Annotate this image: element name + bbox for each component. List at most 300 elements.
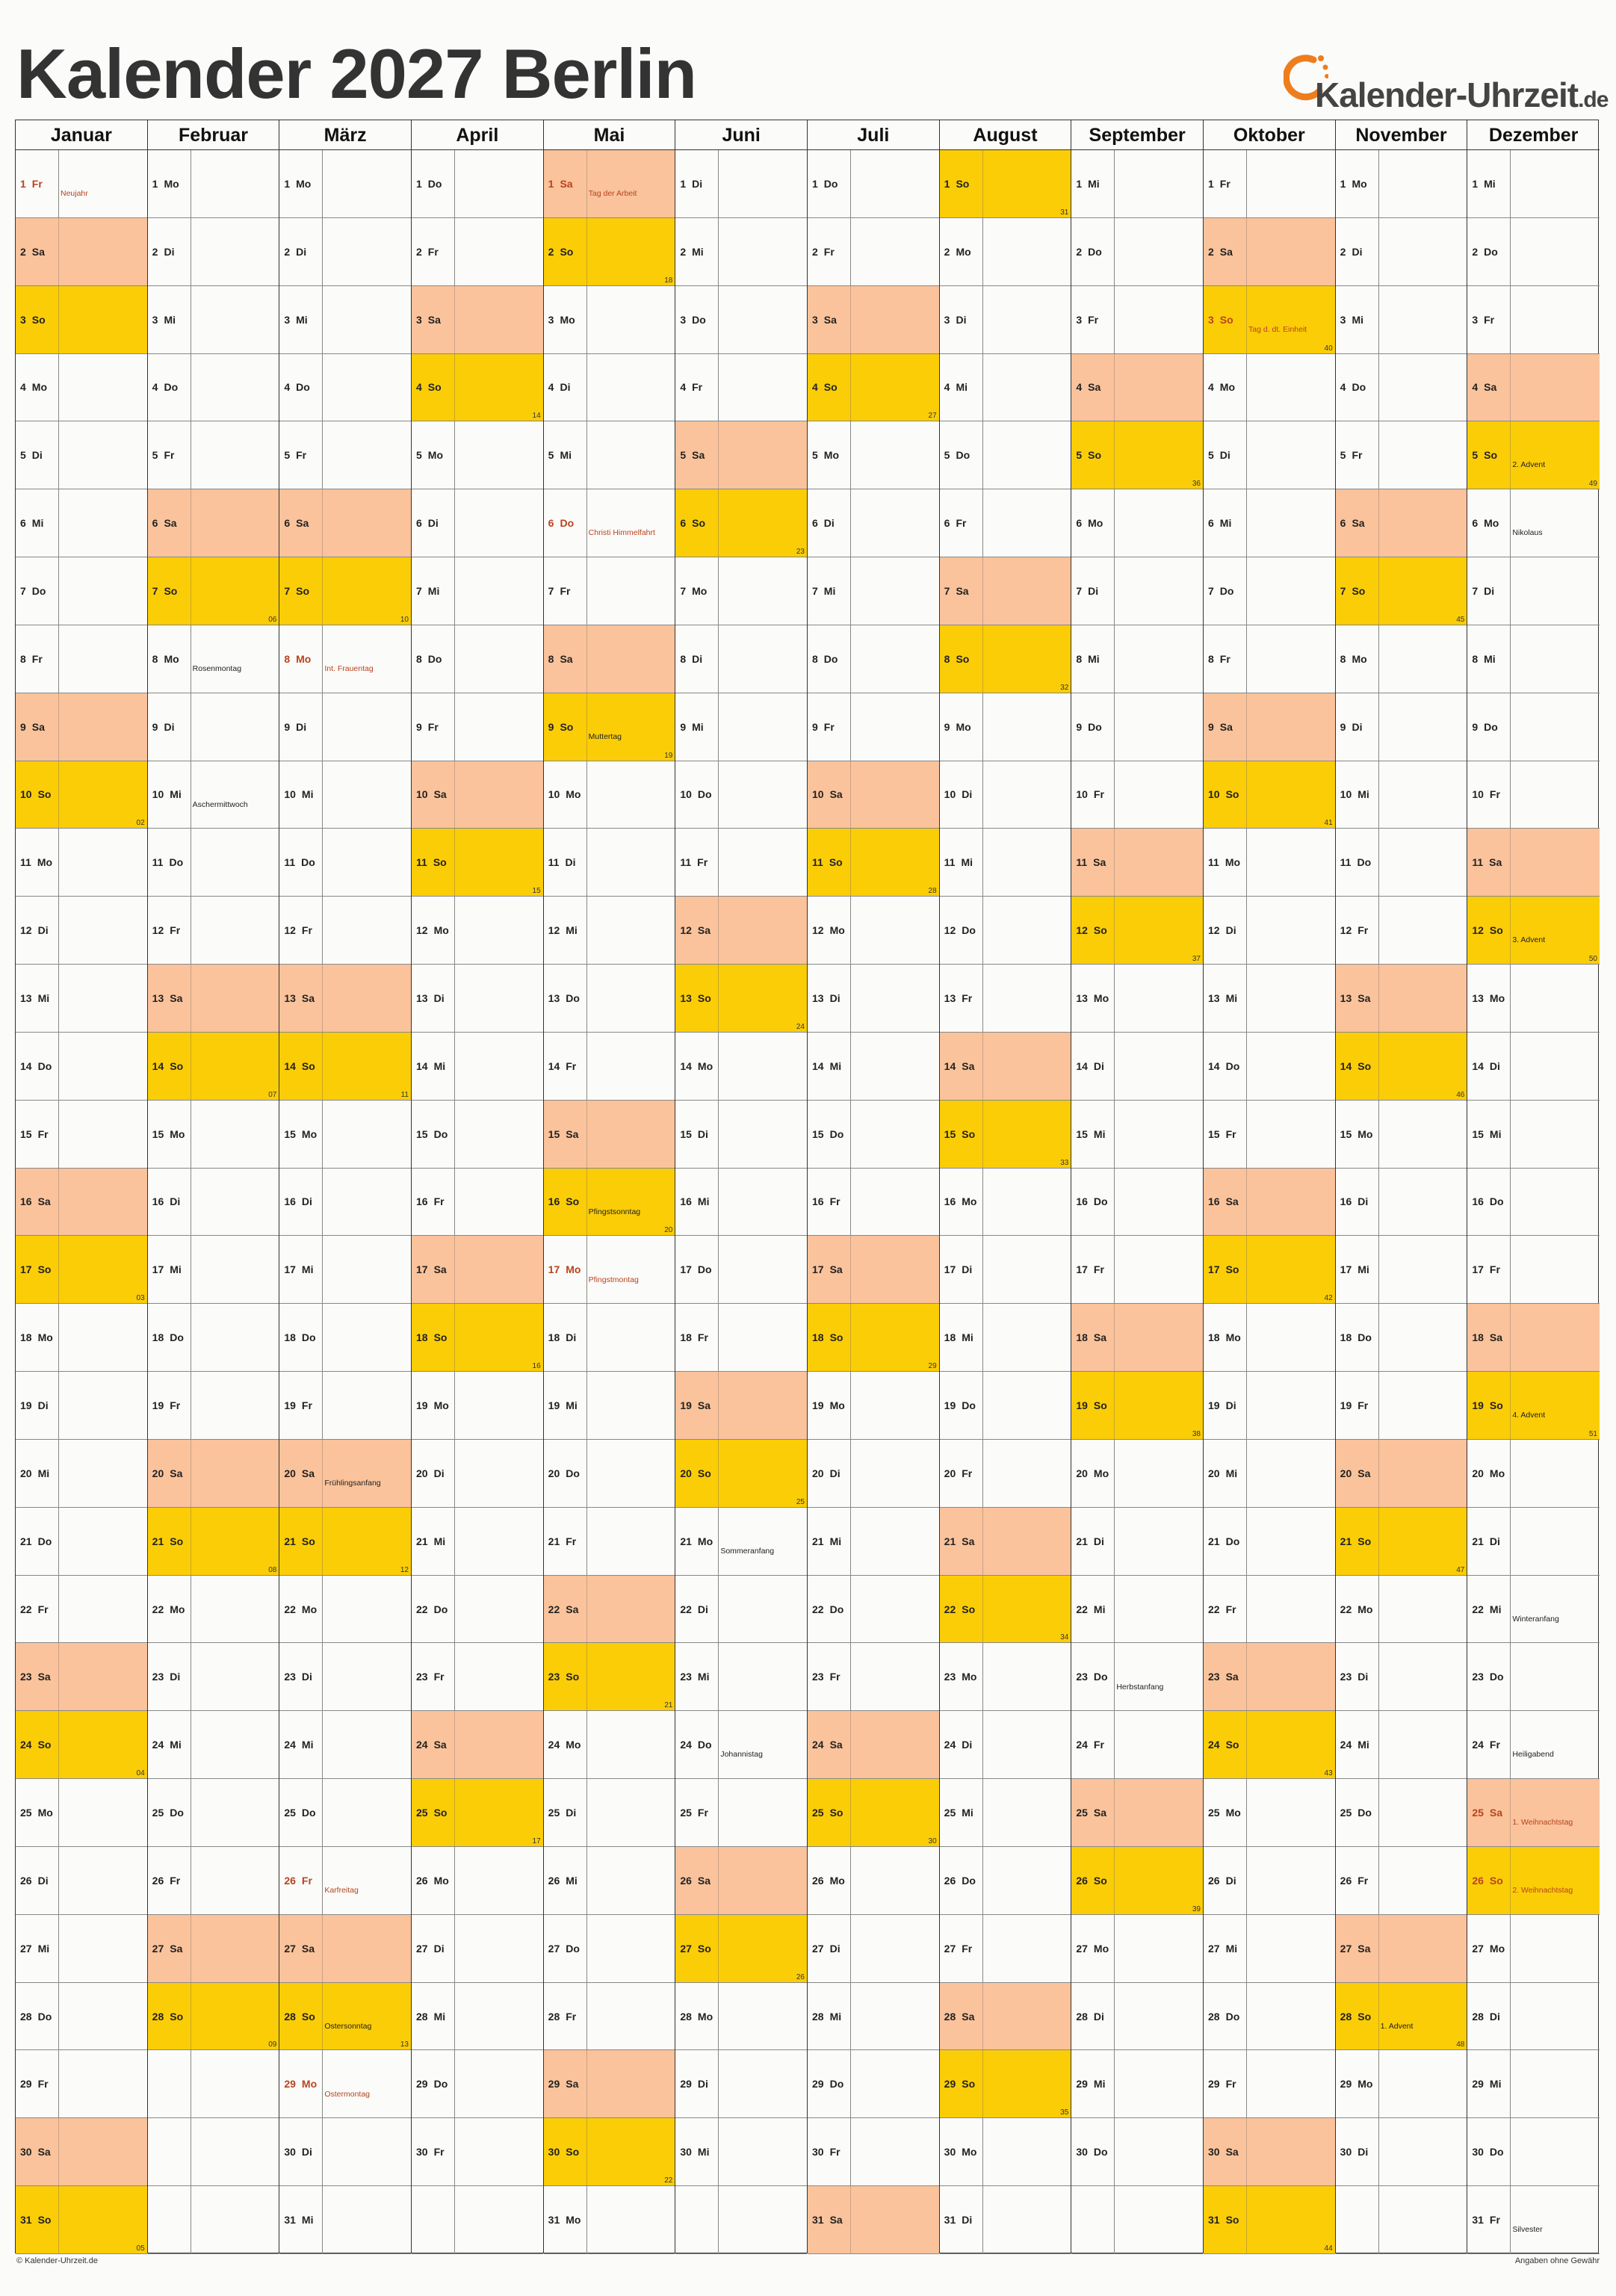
day-cell[interactable] xyxy=(675,1440,807,1508)
day-cell[interactable] xyxy=(808,1915,939,1983)
day-cell[interactable] xyxy=(1336,829,1467,897)
day-cell[interactable] xyxy=(279,1711,411,1779)
day-cell[interactable] xyxy=(675,1236,807,1304)
day-cell[interactable] xyxy=(1467,1440,1600,1508)
day-cell[interactable] xyxy=(544,1508,675,1576)
day-cell[interactable] xyxy=(1336,1915,1467,1983)
day-cell[interactable] xyxy=(544,1779,675,1847)
day-cell[interactable] xyxy=(1071,1033,1203,1101)
day-cell[interactable] xyxy=(1204,1711,1335,1779)
day-cell[interactable] xyxy=(1204,1847,1335,1915)
day-cell[interactable] xyxy=(940,1576,1071,1644)
day-cell[interactable] xyxy=(675,1576,807,1644)
day-cell[interactable] xyxy=(1204,1983,1335,2051)
day-cell[interactable] xyxy=(675,1983,807,2051)
day-cell[interactable] xyxy=(1204,965,1335,1033)
day-cell[interactable] xyxy=(940,1711,1071,1779)
day-cell[interactable] xyxy=(544,625,675,693)
day-cell[interactable] xyxy=(1467,1033,1600,1101)
day-cell[interactable] xyxy=(808,1033,939,1101)
day-cell[interactable] xyxy=(544,1643,675,1711)
day-cell[interactable] xyxy=(544,1847,675,1915)
day-cell[interactable] xyxy=(544,1033,675,1101)
day-cell[interactable] xyxy=(808,557,939,625)
day-cell[interactable] xyxy=(1071,1169,1203,1237)
day-cell[interactable] xyxy=(1204,1169,1335,1237)
day-cell[interactable] xyxy=(808,1576,939,1644)
day-cell[interactable] xyxy=(940,965,1071,1033)
day-cell[interactable] xyxy=(1071,150,1203,218)
day-cell[interactable] xyxy=(1204,1304,1335,1372)
day-cell[interactable] xyxy=(148,1440,279,1508)
day-cell[interactable] xyxy=(808,625,939,693)
day-cell[interactable] xyxy=(1336,625,1467,693)
day-cell[interactable] xyxy=(16,1101,147,1169)
day-cell[interactable] xyxy=(148,1711,279,1779)
day-cell[interactable] xyxy=(412,693,543,761)
day-cell[interactable] xyxy=(412,829,543,897)
day-cell[interactable] xyxy=(808,761,939,829)
day-cell[interactable] xyxy=(1336,421,1467,489)
day-cell[interactable] xyxy=(1071,897,1203,965)
day-cell[interactable] xyxy=(1204,2118,1335,2186)
day-cell[interactable] xyxy=(940,218,1071,286)
day-cell[interactable] xyxy=(940,1508,1071,1576)
day-cell[interactable] xyxy=(1467,1576,1600,1644)
day-cell[interactable] xyxy=(1071,1847,1203,1915)
day-cell[interactable] xyxy=(148,1847,279,1915)
day-cell[interactable] xyxy=(16,1779,147,1847)
day-cell[interactable] xyxy=(808,2050,939,2118)
day-cell[interactable] xyxy=(544,2186,675,2254)
day-cell[interactable] xyxy=(16,965,147,1033)
day-cell[interactable] xyxy=(1467,1101,1600,1169)
day-cell[interactable] xyxy=(940,1440,1071,1508)
day-cell[interactable] xyxy=(148,1236,279,1304)
day-cell[interactable] xyxy=(16,1033,147,1101)
day-cell[interactable] xyxy=(1336,1372,1467,1440)
day-cell[interactable] xyxy=(16,557,147,625)
day-cell[interactable] xyxy=(412,1983,543,2051)
day-cell[interactable] xyxy=(1071,965,1203,1033)
day-cell[interactable] xyxy=(148,557,279,625)
day-cell[interactable] xyxy=(412,1711,543,1779)
day-cell[interactable] xyxy=(940,693,1071,761)
day-cell[interactable] xyxy=(544,897,675,965)
day-cell[interactable] xyxy=(1204,761,1335,829)
day-cell[interactable] xyxy=(544,421,675,489)
day-cell[interactable] xyxy=(1071,1983,1203,2051)
day-cell[interactable] xyxy=(1467,693,1600,761)
day-cell[interactable] xyxy=(1467,1983,1600,2051)
day-cell[interactable] xyxy=(675,1169,807,1237)
day-cell[interactable] xyxy=(412,557,543,625)
day-cell[interactable] xyxy=(1204,421,1335,489)
day-cell[interactable] xyxy=(16,1915,147,1983)
day-cell[interactable] xyxy=(675,761,807,829)
day-cell[interactable] xyxy=(544,2118,675,2186)
day-cell[interactable] xyxy=(808,693,939,761)
day-cell[interactable] xyxy=(1336,1983,1467,2051)
day-cell[interactable] xyxy=(1204,2186,1335,2254)
day-cell[interactable] xyxy=(544,1440,675,1508)
day-cell[interactable] xyxy=(148,829,279,897)
day-cell[interactable] xyxy=(544,150,675,218)
day-cell[interactable] xyxy=(412,1847,543,1915)
day-cell[interactable] xyxy=(1204,218,1335,286)
day-cell[interactable] xyxy=(1204,286,1335,354)
day-cell[interactable] xyxy=(148,489,279,557)
day-cell[interactable] xyxy=(808,1101,939,1169)
day-cell[interactable] xyxy=(675,1711,807,1779)
day-cell[interactable] xyxy=(940,1236,1071,1304)
day-cell[interactable] xyxy=(1204,1508,1335,1576)
day-cell[interactable] xyxy=(808,489,939,557)
day-cell[interactable] xyxy=(544,2050,675,2118)
day-cell[interactable] xyxy=(1467,1169,1600,1237)
day-cell[interactable] xyxy=(1204,625,1335,693)
day-cell[interactable] xyxy=(16,1372,147,1440)
day-cell[interactable] xyxy=(148,1643,279,1711)
day-cell[interactable] xyxy=(412,2118,543,2186)
day-cell[interactable] xyxy=(148,218,279,286)
day-cell[interactable] xyxy=(16,897,147,965)
day-cell[interactable] xyxy=(675,1847,807,1915)
day-cell[interactable] xyxy=(16,1304,147,1372)
day-cell[interactable] xyxy=(16,2050,147,2118)
day-cell[interactable] xyxy=(1336,218,1467,286)
day-cell[interactable] xyxy=(940,1033,1071,1101)
day-cell[interactable] xyxy=(412,1236,543,1304)
day-cell[interactable] xyxy=(1071,286,1203,354)
day-cell[interactable] xyxy=(1071,1779,1203,1847)
day-cell[interactable] xyxy=(808,829,939,897)
day-cell[interactable] xyxy=(1467,1711,1600,1779)
day-cell[interactable] xyxy=(1204,2050,1335,2118)
day-cell[interactable] xyxy=(1467,421,1600,489)
day-cell[interactable] xyxy=(148,761,279,829)
day-cell[interactable] xyxy=(808,1169,939,1237)
day-cell[interactable] xyxy=(412,1643,543,1711)
day-cell[interactable] xyxy=(1336,1779,1467,1847)
day-cell[interactable] xyxy=(808,2186,939,2254)
day-cell[interactable] xyxy=(940,1915,1071,1983)
day-cell[interactable] xyxy=(1071,2118,1203,2186)
day-cell[interactable] xyxy=(1336,1576,1467,1644)
day-cell[interactable] xyxy=(148,1101,279,1169)
day-cell[interactable] xyxy=(1336,1508,1467,1576)
day-cell[interactable] xyxy=(1204,150,1335,218)
day-cell[interactable] xyxy=(148,897,279,965)
day-cell[interactable] xyxy=(940,2050,1071,2118)
day-cell[interactable] xyxy=(279,1169,411,1237)
day-cell[interactable] xyxy=(148,421,279,489)
day-cell[interactable] xyxy=(1336,897,1467,965)
day-cell[interactable] xyxy=(148,965,279,1033)
day-cell[interactable] xyxy=(1336,2050,1467,2118)
day-cell[interactable] xyxy=(675,1643,807,1711)
day-cell[interactable] xyxy=(1336,1236,1467,1304)
day-cell[interactable] xyxy=(1467,286,1600,354)
day-cell[interactable] xyxy=(1467,2186,1600,2254)
day-cell[interactable] xyxy=(148,1576,279,1644)
day-cell[interactable] xyxy=(544,965,675,1033)
day-cell[interactable] xyxy=(1336,1304,1467,1372)
day-cell[interactable] xyxy=(675,150,807,218)
day-cell[interactable] xyxy=(544,218,675,286)
day-cell[interactable] xyxy=(16,354,147,422)
day-cell[interactable] xyxy=(412,897,543,965)
day-cell[interactable] xyxy=(148,286,279,354)
day-cell[interactable] xyxy=(940,421,1071,489)
day-cell[interactable] xyxy=(808,1372,939,1440)
day-cell[interactable] xyxy=(940,829,1071,897)
day-cell[interactable] xyxy=(675,286,807,354)
day-cell[interactable] xyxy=(1336,286,1467,354)
day-cell[interactable] xyxy=(148,1033,279,1101)
day-cell[interactable] xyxy=(16,1508,147,1576)
day-cell[interactable] xyxy=(148,354,279,422)
day-cell[interactable] xyxy=(1467,354,1600,422)
day-cell[interactable] xyxy=(279,761,411,829)
day-cell[interactable] xyxy=(148,150,279,218)
day-cell[interactable] xyxy=(279,1101,411,1169)
day-cell[interactable] xyxy=(1204,1101,1335,1169)
day-cell[interactable] xyxy=(940,2186,1071,2254)
day-cell[interactable] xyxy=(279,1779,411,1847)
day-cell[interactable] xyxy=(1204,1236,1335,1304)
day-cell[interactable] xyxy=(148,1508,279,1576)
day-cell[interactable] xyxy=(279,557,411,625)
day-cell[interactable] xyxy=(1336,354,1467,422)
day-cell[interactable] xyxy=(1467,1643,1600,1711)
day-cell[interactable] xyxy=(544,1915,675,1983)
logo[interactable] xyxy=(1284,52,1609,120)
day-cell[interactable] xyxy=(1467,1779,1600,1847)
day-cell[interactable] xyxy=(675,1779,807,1847)
day-cell[interactable] xyxy=(675,625,807,693)
day-cell[interactable] xyxy=(279,693,411,761)
day-cell[interactable] xyxy=(544,693,675,761)
day-cell[interactable] xyxy=(1204,557,1335,625)
day-cell[interactable] xyxy=(1336,1169,1467,1237)
day-cell[interactable] xyxy=(675,693,807,761)
day-cell[interactable] xyxy=(808,1304,939,1372)
day-cell[interactable] xyxy=(279,1915,411,1983)
day-cell[interactable] xyxy=(279,421,411,489)
day-cell[interactable] xyxy=(16,218,147,286)
day-cell[interactable] xyxy=(940,150,1071,218)
day-cell[interactable] xyxy=(675,354,807,422)
day-cell[interactable] xyxy=(279,2186,411,2254)
day-cell[interactable] xyxy=(675,1101,807,1169)
day-cell[interactable] xyxy=(675,897,807,965)
day-cell[interactable] xyxy=(1467,897,1600,965)
day-cell[interactable] xyxy=(412,218,543,286)
day-cell[interactable] xyxy=(1336,1711,1467,1779)
day-cell[interactable] xyxy=(16,1576,147,1644)
day-cell[interactable] xyxy=(808,1983,939,2051)
day-cell[interactable] xyxy=(1071,1236,1203,1304)
day-cell[interactable] xyxy=(940,1169,1071,1237)
day-cell[interactable] xyxy=(808,1236,939,1304)
day-cell[interactable] xyxy=(16,1847,147,1915)
day-cell[interactable] xyxy=(1071,1576,1203,1644)
day-cell[interactable] xyxy=(675,2118,807,2186)
day-cell[interactable] xyxy=(279,2118,411,2186)
day-cell[interactable] xyxy=(940,1372,1071,1440)
day-cell[interactable] xyxy=(148,1304,279,1372)
day-cell[interactable] xyxy=(1467,1847,1600,1915)
day-cell[interactable] xyxy=(148,1779,279,1847)
day-cell[interactable] xyxy=(940,286,1071,354)
day-cell[interactable] xyxy=(1467,1372,1600,1440)
day-cell[interactable] xyxy=(16,1440,147,1508)
day-cell[interactable] xyxy=(16,1643,147,1711)
day-cell[interactable] xyxy=(1204,897,1335,965)
day-cell[interactable] xyxy=(1204,489,1335,557)
day-cell[interactable] xyxy=(1467,965,1600,1033)
day-cell[interactable] xyxy=(1467,2050,1600,2118)
day-cell[interactable] xyxy=(1204,1033,1335,1101)
day-cell[interactable] xyxy=(940,354,1071,422)
day-cell[interactable] xyxy=(412,286,543,354)
day-cell[interactable] xyxy=(808,1847,939,1915)
day-cell[interactable] xyxy=(1071,1915,1203,1983)
day-cell[interactable] xyxy=(1336,1643,1467,1711)
day-cell[interactable] xyxy=(279,1643,411,1711)
day-cell[interactable] xyxy=(1204,1372,1335,1440)
day-cell[interactable] xyxy=(412,489,543,557)
day-cell[interactable] xyxy=(1336,1440,1467,1508)
day-cell[interactable] xyxy=(412,354,543,422)
day-cell[interactable] xyxy=(279,1304,411,1372)
day-cell[interactable] xyxy=(1204,829,1335,897)
day-cell[interactable] xyxy=(675,1033,807,1101)
day-cell[interactable] xyxy=(544,1711,675,1779)
day-cell[interactable] xyxy=(279,625,411,693)
day-cell[interactable] xyxy=(940,1643,1071,1711)
day-cell[interactable] xyxy=(412,1440,543,1508)
day-cell[interactable] xyxy=(279,218,411,286)
day-cell[interactable] xyxy=(544,761,675,829)
day-cell[interactable] xyxy=(412,421,543,489)
day-cell[interactable] xyxy=(544,1101,675,1169)
day-cell[interactable] xyxy=(16,761,147,829)
day-cell[interactable] xyxy=(940,625,1071,693)
day-cell[interactable] xyxy=(1071,693,1203,761)
day-cell[interactable] xyxy=(16,150,147,218)
day-cell[interactable] xyxy=(808,421,939,489)
day-cell[interactable] xyxy=(279,150,411,218)
day-cell[interactable] xyxy=(279,829,411,897)
day-cell[interactable] xyxy=(1467,829,1600,897)
day-cell[interactable] xyxy=(544,557,675,625)
day-cell[interactable] xyxy=(1336,1847,1467,1915)
day-cell[interactable] xyxy=(16,1983,147,2051)
day-cell[interactable] xyxy=(1467,1304,1600,1372)
day-cell[interactable] xyxy=(1467,150,1600,218)
day-cell[interactable] xyxy=(544,1576,675,1644)
day-cell[interactable] xyxy=(1336,965,1467,1033)
day-cell[interactable] xyxy=(148,1915,279,1983)
day-cell[interactable] xyxy=(808,965,939,1033)
day-cell[interactable] xyxy=(1467,1508,1600,1576)
day-cell[interactable] xyxy=(1071,1101,1203,1169)
day-cell[interactable] xyxy=(675,218,807,286)
day-cell[interactable] xyxy=(1336,693,1467,761)
day-cell[interactable] xyxy=(412,150,543,218)
day-cell[interactable] xyxy=(412,1372,543,1440)
day-cell[interactable] xyxy=(1336,489,1467,557)
day-cell[interactable] xyxy=(279,1508,411,1576)
day-cell[interactable] xyxy=(1071,1372,1203,1440)
day-cell[interactable] xyxy=(1336,150,1467,218)
day-cell[interactable] xyxy=(1071,625,1203,693)
day-cell[interactable] xyxy=(279,1983,411,2051)
day-cell[interactable] xyxy=(1204,1779,1335,1847)
day-cell[interactable] xyxy=(412,1033,543,1101)
day-cell[interactable] xyxy=(808,286,939,354)
day-cell[interactable] xyxy=(808,1440,939,1508)
day-cell[interactable] xyxy=(1071,218,1203,286)
day-cell[interactable] xyxy=(412,1169,543,1237)
day-cell[interactable] xyxy=(1071,1304,1203,1372)
day-cell[interactable] xyxy=(808,2118,939,2186)
day-cell[interactable] xyxy=(16,286,147,354)
day-cell[interactable] xyxy=(279,1576,411,1644)
day-cell[interactable] xyxy=(16,2118,147,2186)
day-cell[interactable] xyxy=(279,1372,411,1440)
day-cell[interactable] xyxy=(279,965,411,1033)
day-cell[interactable] xyxy=(1071,421,1203,489)
day-cell[interactable] xyxy=(1071,354,1203,422)
day-cell[interactable] xyxy=(1204,1643,1335,1711)
day-cell[interactable] xyxy=(1071,2050,1203,2118)
day-cell[interactable] xyxy=(940,761,1071,829)
day-cell[interactable] xyxy=(1336,1101,1467,1169)
day-cell[interactable] xyxy=(940,1847,1071,1915)
day-cell[interactable] xyxy=(675,2050,807,2118)
day-cell[interactable] xyxy=(1071,1440,1203,1508)
day-cell[interactable] xyxy=(808,1643,939,1711)
day-cell[interactable] xyxy=(1071,761,1203,829)
day-cell[interactable] xyxy=(940,2118,1071,2186)
day-cell[interactable] xyxy=(808,218,939,286)
day-cell[interactable] xyxy=(940,489,1071,557)
day-cell[interactable] xyxy=(412,1779,543,1847)
day-cell[interactable] xyxy=(16,1236,147,1304)
day-cell[interactable] xyxy=(1467,557,1600,625)
day-cell[interactable] xyxy=(1071,1711,1203,1779)
day-cell[interactable] xyxy=(675,965,807,1033)
day-cell[interactable] xyxy=(808,1779,939,1847)
day-cell[interactable] xyxy=(1467,1915,1600,1983)
day-cell[interactable] xyxy=(940,897,1071,965)
day-cell[interactable] xyxy=(808,1711,939,1779)
day-cell[interactable] xyxy=(1467,625,1600,693)
day-cell[interactable] xyxy=(148,1983,279,2051)
day-cell[interactable] xyxy=(544,1983,675,2051)
day-cell[interactable] xyxy=(1336,557,1467,625)
day-cell[interactable] xyxy=(16,829,147,897)
day-cell[interactable] xyxy=(1071,489,1203,557)
day-cell[interactable] xyxy=(148,625,279,693)
day-cell[interactable] xyxy=(279,897,411,965)
day-cell[interactable] xyxy=(148,1169,279,1237)
day-cell[interactable] xyxy=(1467,489,1600,557)
day-cell[interactable] xyxy=(544,1304,675,1372)
